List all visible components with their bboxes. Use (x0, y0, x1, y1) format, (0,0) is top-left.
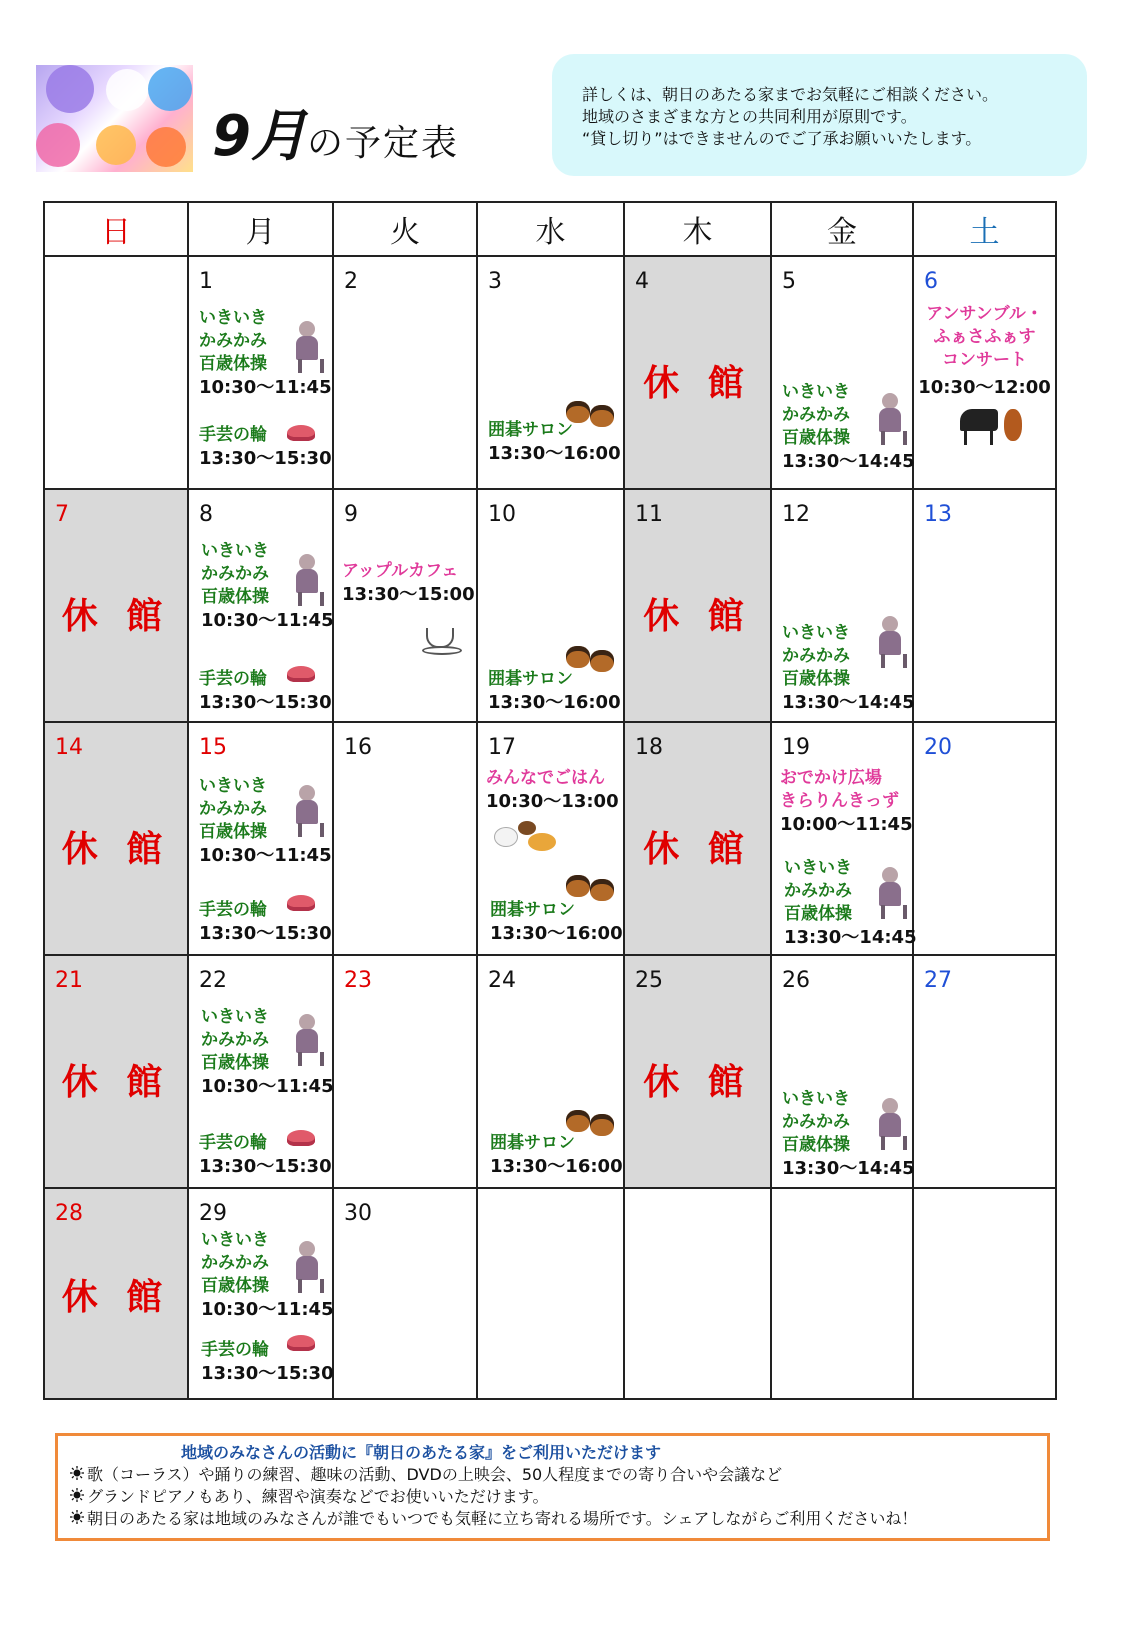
closed-label: 休 館 (643, 829, 752, 870)
exercise-lady-icon (876, 393, 904, 445)
day-cell-empty (624, 1188, 771, 1399)
day-cell-closed (44, 722, 188, 955)
event-label: いきいき (201, 1230, 269, 1250)
event-time: 13:30〜15:30 (199, 448, 332, 469)
event-concert (914, 303, 1055, 399)
day-number: 13 (924, 502, 952, 527)
day-number: 4 (635, 269, 649, 294)
event-time: 10:30〜11:45 (199, 377, 332, 398)
day-number: 20 (924, 735, 952, 760)
event-label: 百歳体操 (201, 1276, 269, 1296)
day-number: 3 (488, 269, 502, 294)
event-label: おでかけ広場 (780, 768, 882, 788)
pincushion-icon (287, 1335, 315, 1351)
event-time: 13:30〜14:45 (782, 692, 915, 713)
event-label: かみかみ (782, 1112, 850, 1132)
footer-line (70, 1484, 548, 1507)
event-label: かみかみ (782, 405, 850, 425)
pincushion-icon (287, 895, 315, 911)
day-number: 19 (782, 735, 810, 760)
event-label: ふぁさふぁす (933, 327, 1036, 347)
event-label: 百歳体操 (201, 587, 269, 607)
exercise-lady-icon (876, 1098, 904, 1150)
exercise-lady-icon (293, 785, 321, 837)
day-number: 26 (782, 968, 810, 993)
event-label: 手芸の輪 (199, 425, 267, 445)
event-label: 百歳体操 (784, 904, 852, 924)
event-label: いきいき (782, 382, 850, 402)
event-go-salon (488, 668, 621, 714)
day-cell-closed (44, 1188, 188, 1399)
weekday-tue: 火 (333, 202, 477, 256)
event-label: 百歳体操 (782, 1135, 850, 1155)
event-label: かみかみ (784, 881, 852, 901)
day-number: 9 (344, 502, 358, 527)
day-number: 16 (344, 735, 372, 760)
day-cell-closed (624, 256, 771, 489)
day-number: 22 (199, 968, 227, 993)
event-time: 13:30〜16:00 (488, 692, 621, 713)
footer-line-text: 歌（コーラス）や踊りの練習、趣味の活動、DVDの上映会、50人程度までの寄り合いや会議など (87, 1465, 783, 1484)
day-cell (913, 489, 1056, 722)
weekday-thu: 木 (624, 202, 771, 256)
event-time: 13:30〜14:45 (784, 927, 917, 948)
pincushion-icon (287, 425, 315, 441)
weekday-wed: 水 (477, 202, 624, 256)
weekday-sun: 日 (44, 202, 188, 256)
calendar-table (43, 201, 1057, 1400)
page-title (212, 92, 459, 172)
exercise-lady-icon (293, 554, 321, 606)
closed-label: 休 館 (643, 596, 752, 637)
day-cell (333, 1188, 477, 1399)
event-label: 百歳体操 (782, 428, 850, 448)
day-cell (333, 955, 477, 1188)
event-odekake (780, 767, 913, 836)
event-apple-cafe (342, 560, 475, 606)
day-cell-empty (44, 256, 188, 489)
event-time: 10:30〜13:00 (486, 791, 619, 812)
day-cell (477, 722, 624, 955)
day-cell (771, 489, 913, 722)
event-label: アンサンブル・ (926, 304, 1043, 324)
footer-line-text: グランドピアノもあり、練習や演奏などでお使いいただけます。 (87, 1487, 549, 1506)
event-label: 囲碁サロン (490, 1133, 575, 1153)
info-line: 詳しくは、朝日のあたる家までお気軽にご相談ください。 (582, 85, 999, 104)
event-label: いきいき (199, 776, 267, 796)
piano-violin-icon (960, 403, 1032, 447)
event-label: いきいき (782, 623, 850, 643)
day-cell-closed (624, 722, 771, 955)
sun-bullet-icon (70, 1488, 84, 1502)
exercise-lady-icon (876, 867, 904, 919)
exercise-lady-icon (293, 321, 321, 373)
event-label: 囲碁サロン (488, 420, 573, 440)
event-label: かみかみ (782, 646, 850, 666)
closed-label: 休 館 (61, 1277, 171, 1318)
meal-tray-icon (494, 819, 558, 853)
event-minna-gohan (486, 767, 619, 813)
event-time: 10:30〜11:45 (201, 1299, 334, 1320)
go-bowls-icon (566, 646, 590, 668)
event-time: 13:30〜16:00 (490, 923, 623, 944)
day-number: 6 (924, 269, 938, 294)
day-number: 12 (782, 502, 810, 527)
event-time: 13:30〜16:00 (488, 443, 621, 464)
event-time: 13:30〜15:30 (199, 923, 332, 944)
event-label: アップルカフェ (342, 561, 459, 581)
day-cell (913, 256, 1056, 489)
day-cell (333, 489, 477, 722)
event-label: 百歳体操 (201, 1053, 269, 1073)
event-label: いきいき (201, 1007, 269, 1027)
week-row (44, 1188, 1056, 1399)
day-number: 25 (635, 968, 663, 993)
weekday-header-row (44, 202, 1056, 256)
weekday-sat: 土 (913, 202, 1056, 256)
day-number: 15 (199, 735, 227, 760)
week-row (44, 955, 1056, 1188)
event-time: 10:00〜11:45 (780, 814, 913, 835)
day-number: 30 (344, 1201, 372, 1226)
event-label: 囲碁サロン (488, 669, 573, 689)
event-time: 13:30〜14:45 (782, 451, 915, 472)
day-number: 21 (55, 968, 83, 993)
closed-label: 休 館 (61, 596, 171, 637)
weekday-fri: 金 (771, 202, 913, 256)
event-label: 百歳体操 (199, 822, 267, 842)
day-number: 2 (344, 269, 358, 294)
day-number: 24 (488, 968, 516, 993)
event-label: いきいき (201, 541, 269, 561)
week-row (44, 256, 1056, 489)
pincushion-icon (287, 1130, 315, 1146)
event-time: 13:30〜16:00 (490, 1156, 623, 1177)
event-time: 10:30〜12:00 (918, 377, 1051, 398)
go-bowls-icon (566, 875, 590, 897)
closed-label: 休 館 (643, 1062, 752, 1103)
weekday-mon: 月 (188, 202, 333, 256)
day-number: 10 (488, 502, 516, 527)
go-bowls-icon (590, 879, 614, 901)
event-label: かみかみ (199, 331, 267, 351)
event-time: 13:30〜15:30 (201, 1363, 334, 1384)
day-cell-empty (771, 1188, 913, 1399)
day-cell (913, 722, 1056, 955)
event-label: 百歳体操 (782, 669, 850, 689)
footer-notice (55, 1433, 1050, 1541)
day-cell (188, 955, 333, 1188)
event-label: 手芸の輪 (199, 669, 267, 689)
day-number: 11 (635, 502, 663, 527)
event-label: かみかみ (199, 799, 267, 819)
day-cell (477, 489, 624, 722)
day-number: 8 (199, 502, 213, 527)
event-label: みんなでごはん (486, 768, 605, 788)
event-label: 百歳体操 (199, 354, 267, 374)
day-cell (913, 955, 1056, 1188)
week-row (44, 722, 1056, 955)
day-cell (771, 256, 913, 489)
day-number: 14 (55, 735, 83, 760)
day-cell (771, 955, 913, 1188)
event-label: いきいき (199, 308, 267, 328)
footer-line-text: 朝日のあたる家は地域のみなさんが誰でもいつでも気軽に立ち寄れる場所です。シェアしながらご利用くださいね！ (87, 1509, 918, 1528)
day-cell-closed (44, 955, 188, 1188)
day-cell-closed (624, 489, 771, 722)
info-line: 地域のさまざまな方との共同利用が原則です。 (582, 107, 917, 126)
day-cell (188, 1188, 333, 1399)
week-row (44, 489, 1056, 722)
event-label: かみかみ (201, 564, 269, 584)
event-label: かみかみ (201, 1253, 269, 1273)
day-cell (333, 722, 477, 955)
title-month: 9月 (212, 104, 307, 169)
day-cell (188, 489, 333, 722)
day-number: 5 (782, 269, 796, 294)
event-label: かみかみ (201, 1030, 269, 1050)
closed-label: 休 館 (61, 829, 171, 870)
sun-bullet-icon (70, 1510, 84, 1524)
day-cell (477, 256, 624, 489)
event-label: いきいき (784, 858, 852, 878)
event-label: 囲碁サロン (490, 900, 575, 920)
closed-label: 休 館 (61, 1062, 171, 1103)
day-number: 17 (488, 735, 516, 760)
day-number: 7 (55, 502, 69, 527)
event-time: 10:30〜11:45 (201, 610, 334, 631)
closed-label: 休 館 (643, 363, 752, 404)
exercise-lady-icon (293, 1014, 321, 1066)
go-bowls-icon (566, 1110, 590, 1132)
day-number: 1 (199, 269, 213, 294)
event-time: 13:30〜14:45 (782, 1158, 915, 1179)
event-go-salon (490, 1132, 623, 1178)
day-number: 27 (924, 968, 952, 993)
day-cell (771, 722, 917, 955)
title-rest: の予定表 (306, 123, 459, 164)
event-time: 13:30〜15:30 (199, 1156, 332, 1177)
event-time: 13:30〜15:30 (199, 692, 332, 713)
event-go-salon (488, 419, 621, 465)
coffee-cup-icon (422, 620, 458, 650)
day-number: 28 (55, 1201, 83, 1226)
event-label: きらりんきっず (780, 791, 899, 811)
day-number: 18 (635, 735, 663, 760)
event-label: コンサート (942, 350, 1027, 370)
day-cell (188, 722, 333, 955)
day-cell-closed (44, 489, 188, 722)
sun-bullet-icon (70, 1466, 84, 1480)
info-box (552, 54, 1087, 176)
event-time: 10:30〜11:45 (199, 845, 332, 866)
exercise-lady-icon (876, 616, 904, 668)
info-line: “貸し切り”はできませんのでご了承お願いいたします。 (582, 129, 982, 148)
event-label: 手芸の輪 (201, 1340, 269, 1360)
day-cell (333, 256, 477, 489)
event-go-salon (490, 899, 623, 945)
event-label: 手芸の輪 (199, 900, 267, 920)
day-cell (477, 955, 624, 1188)
day-number: 29 (199, 1201, 227, 1226)
day-number: 23 (344, 968, 372, 993)
event-time: 13:30〜15:00 (342, 584, 475, 605)
footer-line (70, 1506, 917, 1529)
day-cell-closed (624, 955, 771, 1188)
event-label: 手芸の輪 (199, 1133, 267, 1153)
pincushion-icon (287, 666, 315, 682)
footer-line (70, 1462, 782, 1485)
footer-title: 地域のみなさんの活動に『朝日のあたる家』をご利用いただけます (181, 1443, 662, 1462)
day-cell-empty (477, 1188, 624, 1399)
exercise-lady-icon (293, 1241, 321, 1293)
event-label: いきいき (782, 1089, 850, 1109)
day-cell (188, 256, 333, 489)
flower-photo (36, 65, 193, 172)
event-time: 10:30〜11:45 (201, 1076, 334, 1097)
day-cell-empty (913, 1188, 1056, 1399)
